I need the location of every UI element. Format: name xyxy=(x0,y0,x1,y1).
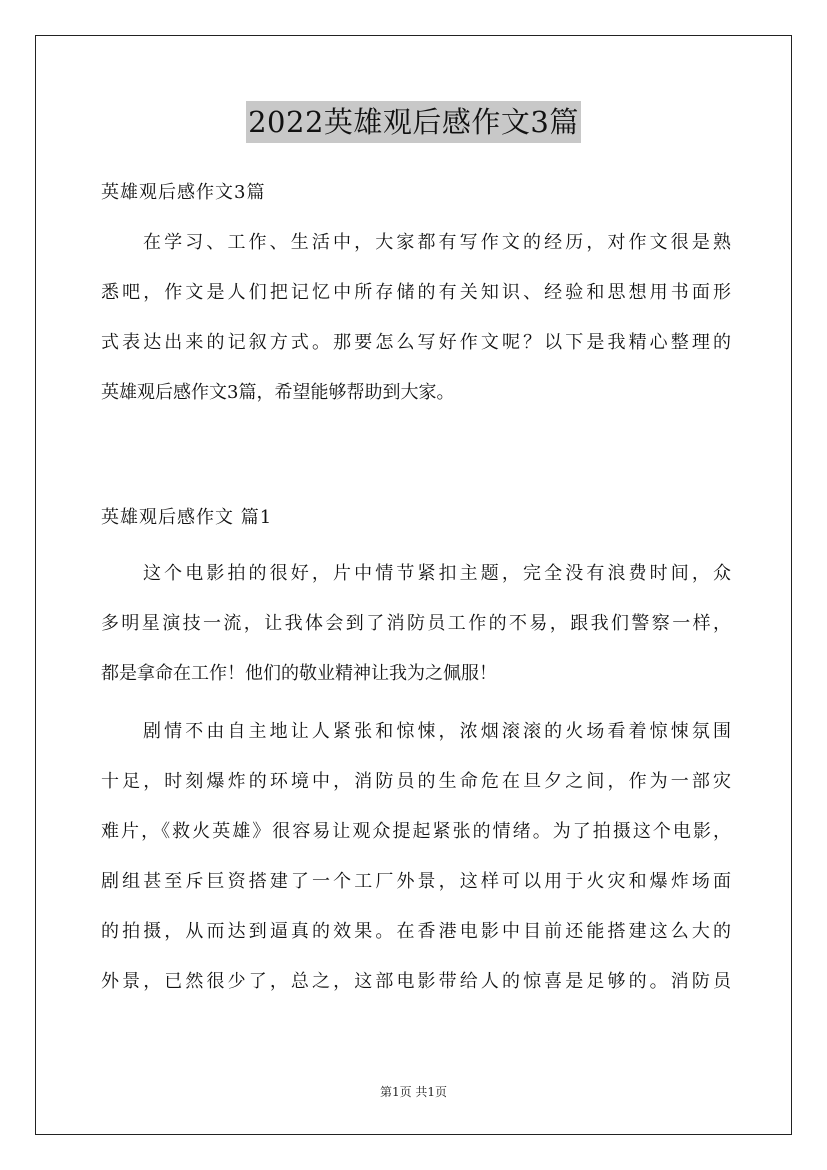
paragraph-line: 难片，《救火英雄》很容易让观众提起紧张的情绪。为了拍摄这个电影， xyxy=(101,821,731,842)
page-footer: 第1页 共1页 xyxy=(379,1085,448,1099)
paragraph-line: 剧情不由自主地让人紧张和惊悚，浓烟滚滚的火场看着惊悚氛围 xyxy=(143,721,731,742)
intro-line: 在学习、工作、生活中，大家都有写作文的经历，对作文很是熟 xyxy=(143,232,731,253)
paragraph-line: 十足，时刻爆炸的环境中，消防员的生命危在旦夕之间，作为一部灾 xyxy=(101,771,731,792)
paragraph-line: 剧组甚至斥巨资搭建了一个工厂外景，这样可以用于火灾和爆炸场面 xyxy=(101,871,731,892)
paragraph-line: 都是拿命在工作！他们的敬业精神让我为之佩服！ xyxy=(101,663,497,684)
intro-line: 英雄观后感作文3篇，希望能够帮助到大家。 xyxy=(101,382,455,403)
section-heading: 英雄观后感作文 篇1 xyxy=(101,507,273,528)
paragraph-2 xyxy=(101,719,731,1019)
paragraph-line: 的拍摄，从而达到逼真的效果。在香港电影中目前还能搭建这么大的 xyxy=(101,921,731,942)
paragraph-1 xyxy=(101,561,731,711)
paragraph-line: 外景，已然很少了，总之，这部电影带给人的惊喜是足够的。消防员 xyxy=(101,971,731,992)
document-title: 2022英雄观后感作文3篇 xyxy=(246,101,581,143)
intro-line: 式表达出来的记叙方式。那要怎么写好作文呢？以下是我精心整理的 xyxy=(101,332,731,353)
intro-paragraph xyxy=(101,230,731,430)
intro-line: 悉吧，作文是人们把记忆中所存储的有关知识、经验和思想用书面形 xyxy=(101,282,731,303)
document-subtitle: 英雄观后感作文3篇 xyxy=(101,182,266,203)
paragraph-line: 多明星演技一流，让我体会到了消防员工作的不易，跟我们警察一样， xyxy=(101,613,731,634)
title-wrap xyxy=(0,101,827,143)
paragraph-line: 这个电影拍的很好，片中情节紧扣主题，完全没有浪费时间，众 xyxy=(143,563,731,584)
